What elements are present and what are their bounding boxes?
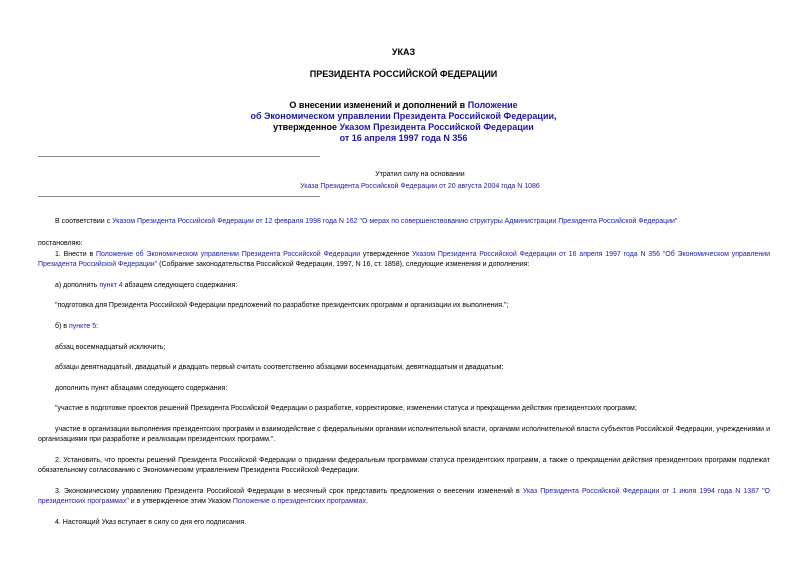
- link-basis-decree[interactable]: Указом Президента Российской Федерации от 12 февраля 1998 года N 162 "О мерах по совершенствованию структуры Администрации Президента Российской Федерации": [112, 218, 678, 225]
- doc-title: УКАЗ: [391, 47, 416, 57]
- link-programs-regulation[interactable]: Положение о президентских программах: [232, 498, 366, 505]
- link-decree[interactable]: Указом Президента Российской Федерации: [339, 122, 534, 132]
- doc-subject-line-4: [0, 133, 807, 144]
- doc-issuer: ПРЕЗИДЕНТА РОССИЙСКОЙ ФЕДЕРАЦИИ: [309, 69, 498, 79]
- paragraph-renumber: абзацы девятнадцатый, двадцатый и двадцать первый считать соответственно абзацами восемнадцатым, девятнадцатым и двадцатым;: [55, 364, 504, 371]
- paragraph-exclude: абзац восемнадцатый исключить;: [55, 344, 166, 351]
- status-note-link-line: [260, 181, 580, 192]
- link-point-5[interactable]: пункте 5: [68, 323, 97, 330]
- divider-bottom: [38, 196, 320, 197]
- paragraph-quote-2: "участие в подготовке проектов решений Президента Российской Федерации о разработке, корректировке, изменении статуса и прекращении действия президентских программ;: [55, 405, 637, 412]
- paragraph-item-a: а) дополнить пункт 4 абзацем следующего содержания:: [55, 282, 238, 289]
- link-decree-356[interactable]: Указом Президента Российской Федерации от 16 апреля 1997 года N 356 "Об Экономическом управлении Президента Российской Федерации": [38, 251, 771, 268]
- paragraph-item-1: 1. Внести в Положение об Экономическом управлении Президента Российской Федерации утвержденное Указом Президента Российской Федерации от 16 апреля 1997 года N 356 "Об Экономическом управлении Президента Российской Федерации" (Собрание законодательства Российской Федерации, 1997, N 16, ст. 1858), следующие изменения и дополнения:: [38, 251, 771, 268]
- paragraph-quote-3: участие в организации выполнения президентских программ и взаимодействие с федеральными органами исполнительной власти, органами исполнительной власти субъектов Российской Федерации, учреждениями и организациями при разработке и реализации президентских программ.".: [38, 426, 770, 443]
- doc-subject-line-1: О внесении изменений и дополнений в Положение: [289, 100, 518, 110]
- paragraph-basis: В соответствии с Указом Президента Российской Федерации от 12 февраля 1998 года N 162 "О мерах по совершенствованию структуры Администрации Президента Российской Федерации": [55, 218, 678, 225]
- doc-subject-line-3: утвержденное Указом Президента Российской Федерации: [273, 122, 534, 132]
- paragraph-quote-1: "подготовка для Президента Российской Федерации предложений по разработке президентских программ и организации их выполнения.";: [55, 302, 509, 309]
- link-regulation-body[interactable]: Положение об Экономическом управлении Президента Российской Федерации: [95, 251, 361, 258]
- paragraph-item-3: 3. Экономическому управлению Президента Российской Федерации в месячный срок представить предложения о внесении изменений в Указ Президента Российской Федерации от 1 июля 1994 года N 1387 "О президентских программах" и в утвержденное этим Указом Положение о президентских программах.: [38, 488, 770, 505]
- status-note: Утратил силу на основании: [375, 171, 465, 178]
- link-repealing-decree[interactable]: Указа Президента Российской Федерации от 20 августа 2004 года N 1086: [300, 183, 540, 190]
- link-regulation[interactable]: Положение: [467, 100, 518, 110]
- paragraph-resolve: постановляю:: [38, 240, 83, 247]
- paragraph-item-4: 4. Настоящий Указ вступает в силу со дня его подписания.: [55, 519, 247, 526]
- doc-subject-line-2: об Экономическом управлении Президента Российской Федерации,: [250, 111, 557, 121]
- link-decree-1387[interactable]: Указ Президента Российской Федерации от 1 июля 1994 года N 1387 "О президентских программах": [38, 488, 770, 505]
- paragraph-item-2: 2. Установить, что проекты решений Президента Российской Федерации о придании федеральным программам статуса президентских программ, а также о прекращении действия президентских программ подлежат обязательному согласованию с Экономическим управлением Президента Российской Федерации.: [38, 457, 770, 474]
- link-regulation-name[interactable]: об Экономическом управлении Президента Российской Федерации: [250, 111, 555, 121]
- divider-top: [38, 156, 320, 157]
- paragraph-add: дополнить пункт абзацами следующего содержания:: [55, 385, 228, 392]
- link-point-4[interactable]: пункт 4: [99, 282, 123, 289]
- link-decree-date[interactable]: от 16 апреля 1997 года N 356: [339, 133, 468, 143]
- paragraph-item-b: б) в пункте 5:: [55, 323, 99, 330]
